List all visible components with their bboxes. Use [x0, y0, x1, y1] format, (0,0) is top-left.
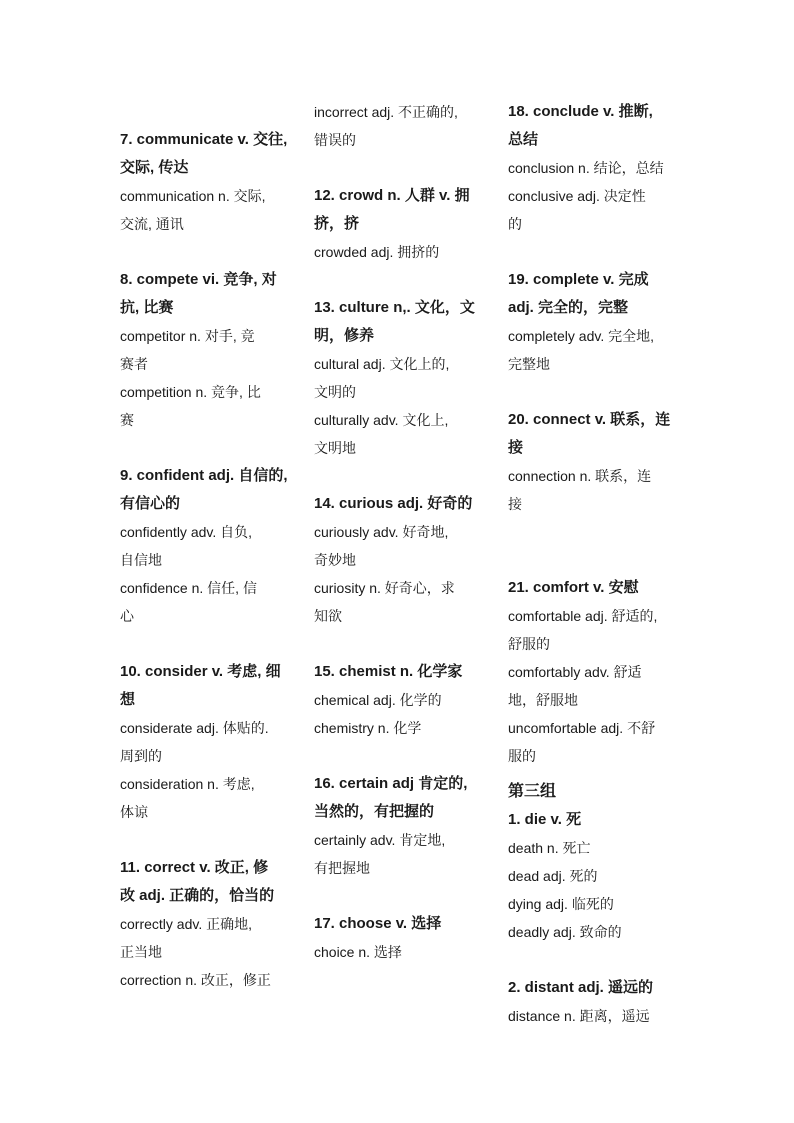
entry-derivative: considerate adj. 体贴的.: [120, 720, 269, 736]
entry-derivative: completely adv. 完全地,: [508, 328, 655, 344]
entry-derivative: 错误的: [314, 132, 356, 148]
entry-derivative: death n. 死亡: [508, 840, 591, 856]
entry-derivative: comfortable adj. 舒适的,: [508, 608, 658, 624]
column-2: [314, 98, 492, 966]
entry-derivative: 服的: [508, 748, 536, 764]
entry-derivative: confidence n. 信任, 信: [120, 580, 257, 596]
entry-derivative: 有把握地: [314, 860, 370, 876]
entry-derivative: 舒服的: [508, 636, 550, 652]
entry-headword: 21. comfort v. 安慰: [508, 579, 639, 596]
entry-headword: 明，修养: [314, 327, 375, 344]
spacer: [314, 154, 492, 182]
entry-headword: 抗, 比赛: [120, 299, 174, 316]
entry-derivative: 赛: [120, 412, 134, 428]
entry-derivative: 赛者: [120, 356, 148, 372]
entry-derivative: 周到的: [120, 748, 162, 764]
spacer: [508, 518, 686, 546]
entry-derivative: crowded adj. 拥挤的: [314, 244, 440, 260]
entry-derivative: cultural adj. 文化上的,: [314, 356, 450, 372]
spacer: [314, 882, 492, 910]
spacer: [120, 238, 298, 266]
spacer: [508, 378, 686, 406]
entry-headword: 19. complete v. 完成: [508, 271, 649, 288]
entry-derivative: conclusive adj. 决定性: [508, 188, 646, 204]
entry-headword: 15. chemist n. 化学家: [314, 663, 463, 680]
entry-derivative: 奇妙地: [314, 552, 356, 568]
entry-derivative: 接: [508, 496, 522, 512]
entry-derivative: chemical adj. 化学的: [314, 692, 442, 708]
entry-derivative: correction n. 改正，修正: [120, 972, 271, 988]
entry-derivative: 文明地: [314, 440, 356, 456]
entry-headword: 改 adj. 正确的，恰当的: [120, 887, 275, 904]
entry-headword: 8. compete vi. 竞争, 对: [120, 271, 277, 288]
entry-derivative: correctly adv. 正确地,: [120, 916, 252, 932]
spacer: [508, 546, 686, 574]
entry-derivative: conclusion n. 结论，总结: [508, 160, 664, 176]
entry-derivative: curiosity n. 好奇心，求: [314, 580, 455, 596]
group-heading: 第三组: [508, 783, 557, 800]
entry-derivative: curiously adv. 好奇地,: [314, 524, 449, 540]
spacer: [314, 630, 492, 658]
entry-derivative: 地，舒服地: [508, 692, 578, 708]
entry-derivative: competition n. 竞争, 比: [120, 384, 261, 400]
spacer: [120, 826, 298, 854]
entry-headword: 接: [508, 439, 524, 456]
entry-headword: 挤，挤: [314, 215, 360, 232]
entry-headword: 16. certain adj 肯定的,: [314, 775, 468, 792]
entry-derivative: 完整地: [508, 356, 550, 372]
spacer: [314, 462, 492, 490]
entry-derivative: 自信地: [120, 552, 162, 568]
entry-derivative: culturally adv. 文化上,: [314, 412, 449, 428]
entry-headword: 18. conclude v. 推断,: [508, 103, 653, 120]
column-3: [508, 98, 686, 1030]
entry-headword: 20. connect v. 联系，连: [508, 411, 671, 428]
entry-headword: 2. distant adj. 遥远的: [508, 979, 654, 996]
entry-headword: adj. 完全的，完整: [508, 299, 629, 316]
entry-headword: 10. consider v. 考虑, 细: [120, 663, 281, 680]
entry-headword: 1. die v. 死: [508, 811, 582, 828]
entry-derivative: 正当地: [120, 944, 162, 960]
entry-headword: 12. crowd n. 人群 v. 拥: [314, 187, 470, 204]
entry-derivative: dying adj. 临死的: [508, 896, 614, 912]
entry-headword: 有信心的: [120, 495, 181, 512]
entry-derivative: dead adj. 死的: [508, 868, 598, 884]
entry-headword: 总结: [508, 131, 539, 148]
entry-derivative: 交流, 通讯: [120, 216, 184, 232]
entry-derivative: distance n. 距离，遥远: [508, 1008, 650, 1024]
spacer: [508, 238, 686, 266]
entry-headword: 想: [120, 691, 136, 708]
entry-derivative: 知欲: [314, 608, 342, 624]
entry-derivative: consideration n. 考虑,: [120, 776, 255, 792]
entry-derivative: uncomfortable adj. 不舒: [508, 720, 656, 736]
entry-derivative: 的: [508, 216, 522, 232]
entry-headword: 11. correct v. 改正, 修: [120, 859, 269, 876]
entry-headword: 14. curious adj. 好奇的: [314, 495, 473, 512]
entry-derivative: incorrect adj. 不正确的,: [314, 104, 458, 120]
spacer: [314, 742, 492, 770]
entry-headword: 当然的，有把握的: [314, 803, 435, 820]
entry-derivative: 体谅: [120, 804, 148, 820]
entry-derivative: 文明的: [314, 384, 356, 400]
spacer: [508, 946, 686, 974]
entry-headword: 17. choose v. 选择: [314, 915, 442, 932]
spacer: [508, 770, 686, 778]
entry-derivative: choice n. 选择: [314, 944, 402, 960]
column-1: [120, 126, 298, 994]
entry-derivative: 心: [120, 608, 134, 624]
entry-derivative: comfortably adv. 舒适: [508, 664, 642, 680]
spacer: [120, 434, 298, 462]
entry-headword: 7. communicate v. 交往,: [120, 131, 288, 148]
entry-headword: 交际, 传达: [120, 159, 189, 176]
spacer: [120, 630, 298, 658]
entry-headword: 9. confident adj. 自信的,: [120, 467, 288, 484]
entry-derivative: chemistry n. 化学: [314, 720, 422, 736]
spacer: [314, 266, 492, 294]
entry-derivative: competitor n. 对手, 竞: [120, 328, 255, 344]
entry-derivative: communication n. 交际,: [120, 188, 266, 204]
entry-derivative: connection n. 联系，连: [508, 468, 652, 484]
entry-derivative: certainly adv. 肯定地,: [314, 832, 446, 848]
entry-headword: 13. culture n,. 文化，文: [314, 299, 475, 316]
entry-derivative: deadly adj. 致命的: [508, 924, 622, 940]
entry-derivative: confidently adv. 自负,: [120, 524, 253, 540]
